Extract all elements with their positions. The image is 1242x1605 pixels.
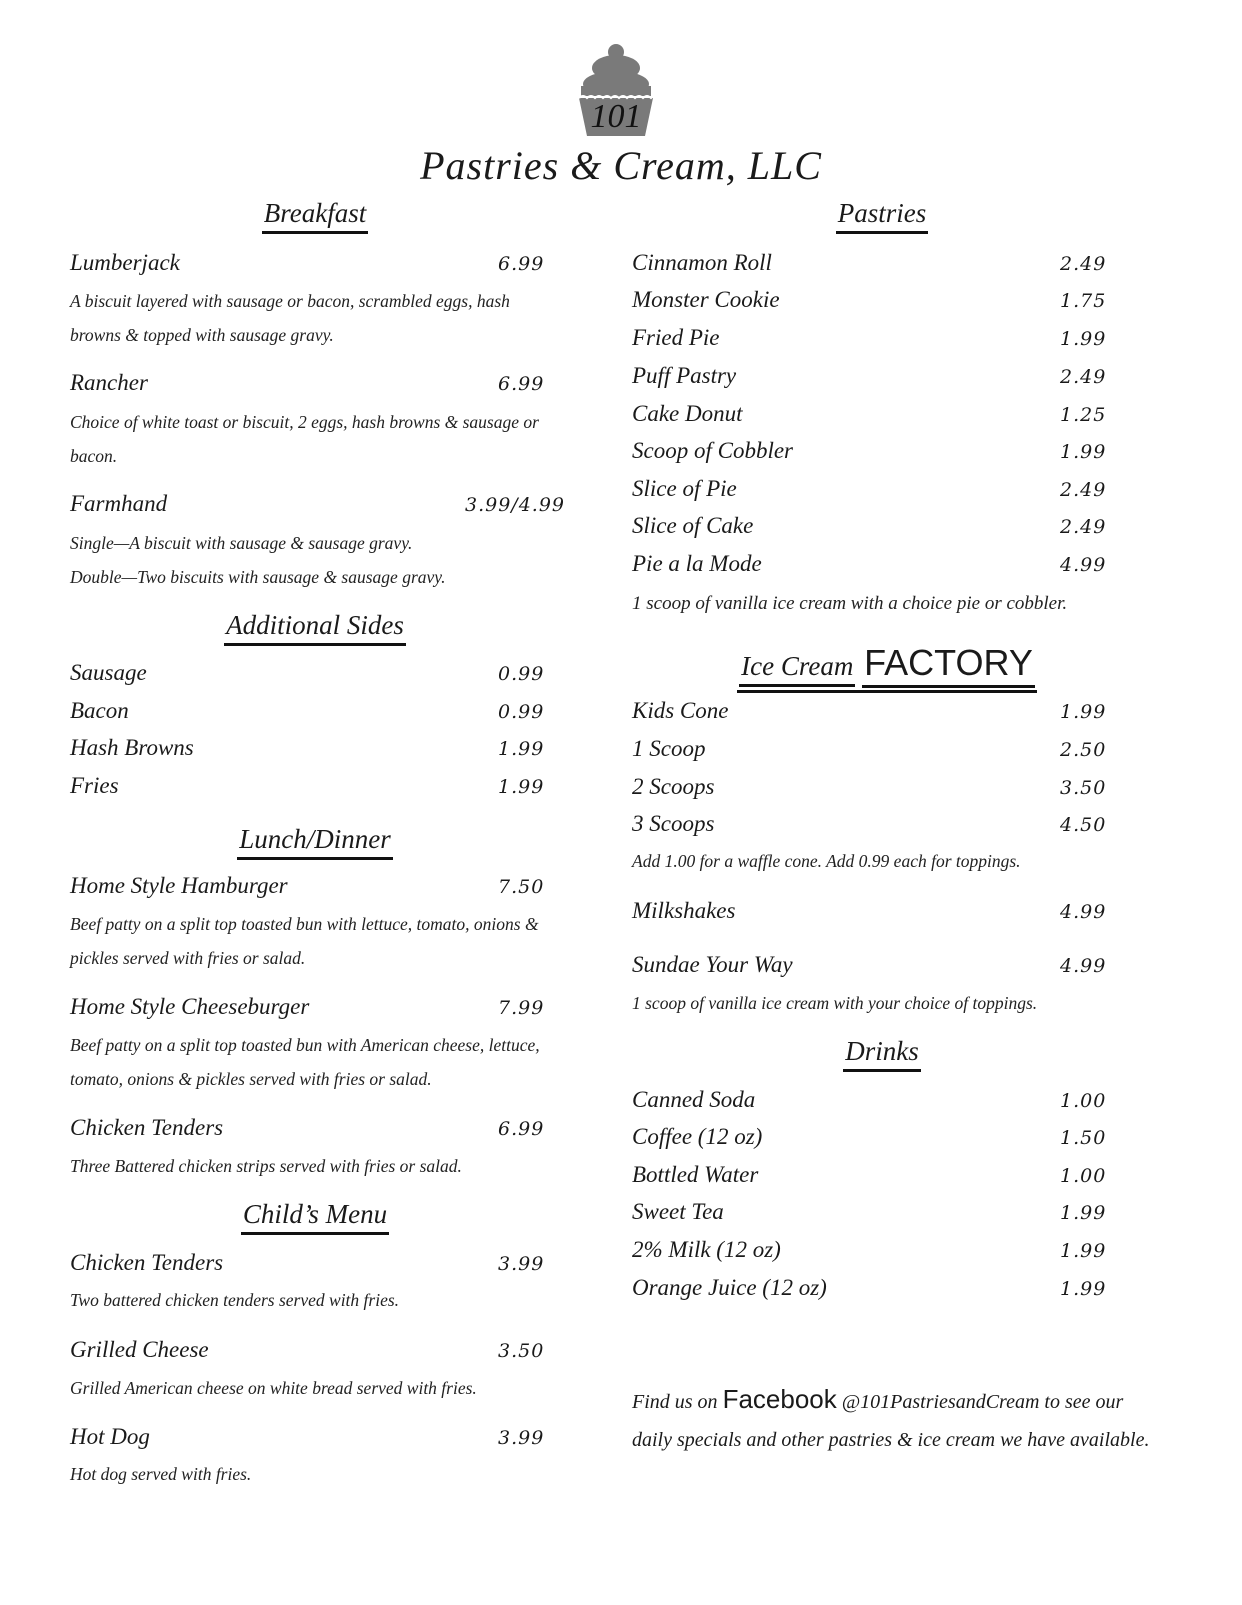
menu-item <box>632 325 1152 357</box>
item-description: A biscuit layered with sausage or bacon, scrambled eggs, hash browns & topped with sausage gravy. <box>70 291 510 345</box>
item-description: Choice of white toast or biscuit, 2 eggs, hash browns & sausage or bacon. <box>70 412 539 466</box>
item-name: Slice of Pie <box>632 476 737 501</box>
item-price: 2.49 <box>1060 479 1107 501</box>
item-name: Cake Donut <box>632 401 743 426</box>
item-name: 3 Scoops <box>632 811 715 836</box>
item-name: Pie a la Mode <box>632 551 762 576</box>
item-price: 4.99 <box>1060 554 1107 576</box>
menu-item <box>632 551 1152 583</box>
menu-item <box>632 363 1152 395</box>
item-name: Lumberjack <box>70 250 180 275</box>
item-name: Bottled Water <box>632 1162 759 1187</box>
item-name: Sweet Tea <box>632 1199 724 1224</box>
facebook-note: Find us on Facebook @101PastriesandCream to see our daily specials and other pastries & ice cream we have available. <box>632 1384 1150 1451</box>
breakfast-heading: Breakfast <box>70 198 560 234</box>
menu-item <box>70 660 560 692</box>
menu-item <box>70 370 560 402</box>
item-price: 3.50 <box>1060 777 1107 799</box>
item-name: Sundae Your Way <box>632 952 793 977</box>
menu-item <box>70 1337 560 1369</box>
item-name: Home Style Cheeseburger <box>70 994 310 1019</box>
item-price: 1.99 <box>1060 1278 1107 1300</box>
item-price: 1.99 <box>1060 441 1107 463</box>
child-heading: Child’s Menu <box>70 1199 560 1235</box>
menu-item <box>632 1275 1152 1307</box>
pastries-heading: Pastries <box>622 198 1142 234</box>
menu-item <box>70 735 560 767</box>
menu-item <box>70 873 560 905</box>
item-name: Puff Pastry <box>632 363 737 388</box>
item-price: 1.99 <box>498 738 545 760</box>
item-price: 4.99 <box>1060 955 1107 977</box>
lunch-heading: Lunch/Dinner <box>70 824 560 860</box>
menu-item <box>632 476 1152 508</box>
item-price: 1.75 <box>1060 290 1107 312</box>
item-name: 2% Milk (12 oz) <box>632 1237 781 1262</box>
item-description: Hot dog served with fries. <box>70 1464 252 1484</box>
item-price: 2.49 <box>1060 516 1107 538</box>
item-name: Cinnamon Roll <box>632 250 772 275</box>
menu-item <box>632 287 1152 319</box>
item-name: Grilled Cheese <box>70 1337 209 1362</box>
item-price: 0.99 <box>498 663 545 685</box>
menu-item <box>632 952 1152 984</box>
menu-item <box>70 250 560 282</box>
item-price: 1.00 <box>1060 1090 1107 1112</box>
item-name: Milkshakes <box>632 898 736 923</box>
item-price: 1.99 <box>1060 1202 1107 1224</box>
item-name: Canned Soda <box>632 1087 756 1112</box>
menu-item <box>70 1250 560 1282</box>
menu-item <box>70 773 560 805</box>
menu-item <box>632 811 1152 843</box>
item-description: Grilled American cheese on white bread served with fries. <box>70 1378 477 1398</box>
item-price: 1.99 <box>1060 1240 1107 1262</box>
logo-number: 101 <box>590 98 642 135</box>
item-name: Fried Pie <box>632 325 720 350</box>
menu-item <box>632 250 1152 282</box>
menu-item <box>632 1199 1152 1231</box>
item-name: Scoop of Cobbler <box>632 438 793 463</box>
item-name: Slice of Cake <box>632 513 754 538</box>
item-name: Sausage <box>70 660 147 685</box>
menu-item <box>632 438 1152 470</box>
item-price: 1.50 <box>1060 1127 1107 1149</box>
menu-item <box>632 898 1152 930</box>
item-price: 6.99 <box>498 253 545 275</box>
menu-item <box>632 1087 1152 1119</box>
item-name: Monster Cookie <box>632 287 780 312</box>
facebook-label: Facebook <box>722 1384 837 1414</box>
item-name: Hot Dog <box>70 1424 150 1449</box>
item-name: Fries <box>70 773 119 798</box>
cupcake-logo <box>573 42 659 138</box>
menu-item <box>632 1162 1152 1194</box>
item-price: 3.99 <box>498 1253 545 1275</box>
item-name: Hash Browns <box>70 735 194 760</box>
menu-item <box>632 736 1152 768</box>
item-price: 3.50 <box>498 1340 545 1362</box>
item-description-double: Double—Two biscuits with sausage & sausage gravy. <box>70 567 446 587</box>
item-name: Chicken Tenders <box>70 1250 224 1275</box>
item-price: 2.49 <box>1060 366 1107 388</box>
menu-item <box>632 401 1152 433</box>
item-price: 1.99 <box>1060 701 1107 723</box>
item-description: Two battered chicken tenders served with fries. <box>70 1290 400 1310</box>
menu-item <box>632 698 1152 730</box>
item-price: 1.00 <box>1060 1165 1107 1187</box>
item-price: 0.99 <box>498 701 545 723</box>
item-price: 3.99/4.99 <box>465 494 566 516</box>
brand-title: Pastries & Cream, LLC <box>420 143 822 188</box>
item-name: Orange Juice (12 oz) <box>632 1275 827 1300</box>
menu-item <box>632 1124 1152 1156</box>
item-name: Kids Cone <box>632 698 729 723</box>
item-description-single: Single—A biscuit with sausage & sausage gravy. <box>70 533 413 553</box>
drinks-heading: Drinks <box>622 1036 1142 1072</box>
item-name: Rancher <box>70 370 148 395</box>
item-description: Beef patty on a split top toasted bun with lettuce, tomato, onions & pickles served with fries or salad. <box>70 914 539 968</box>
item-name: 2 Scoops <box>632 774 715 799</box>
menu-item <box>70 1115 560 1147</box>
item-price: 2.50 <box>1060 739 1107 761</box>
item-description: Beef patty on a split top toasted bun with American cheese, lettuce, tomato, onions & pickles served with fries or salad. <box>70 1035 540 1089</box>
menu-item <box>632 1237 1152 1269</box>
menu-item <box>70 994 560 1026</box>
item-description: 1 scoop of vanilla ice cream with your choice of toppings. <box>632 993 1038 1013</box>
item-name: 1 Scoop <box>632 736 706 761</box>
item-price: 4.99 <box>1060 901 1107 923</box>
menu-item <box>632 774 1152 806</box>
item-description: Three Battered chicken strips served with fries or salad. <box>70 1156 462 1176</box>
icecream-note: Add 1.00 for a waffle cone. Add 0.99 each for toppings. <box>632 851 1021 871</box>
item-name: Bacon <box>70 698 129 723</box>
factory-label: FACTORY <box>862 642 1035 688</box>
menu-item <box>70 491 566 523</box>
menu-item <box>632 513 1152 545</box>
menu-item <box>70 1424 560 1456</box>
item-price: 1.99 <box>498 776 545 798</box>
icecream-heading: Ice Cream FACTORY <box>632 642 1142 693</box>
item-price: 4.50 <box>1060 814 1107 836</box>
item-price: 2.49 <box>1060 253 1107 275</box>
item-price: 7.99 <box>498 997 545 1019</box>
item-name: Farmhand <box>70 491 168 516</box>
item-price: 7.50 <box>498 876 545 898</box>
menu-item <box>70 698 560 730</box>
sides-heading: Additional Sides <box>70 610 560 646</box>
item-price: 3.99 <box>498 1427 545 1449</box>
item-price: 1.99 <box>1060 328 1107 350</box>
item-price: 1.25 <box>1060 404 1107 426</box>
item-price: 6.99 <box>498 373 545 395</box>
pastries-note: 1 scoop of vanilla ice cream with a choice pie or cobbler. <box>632 593 1068 614</box>
item-name: Coffee (12 oz) <box>632 1124 763 1149</box>
item-name: Home Style Hamburger <box>70 873 288 898</box>
item-name: Chicken Tenders <box>70 1115 224 1140</box>
item-price: 6.99 <box>498 1118 545 1140</box>
